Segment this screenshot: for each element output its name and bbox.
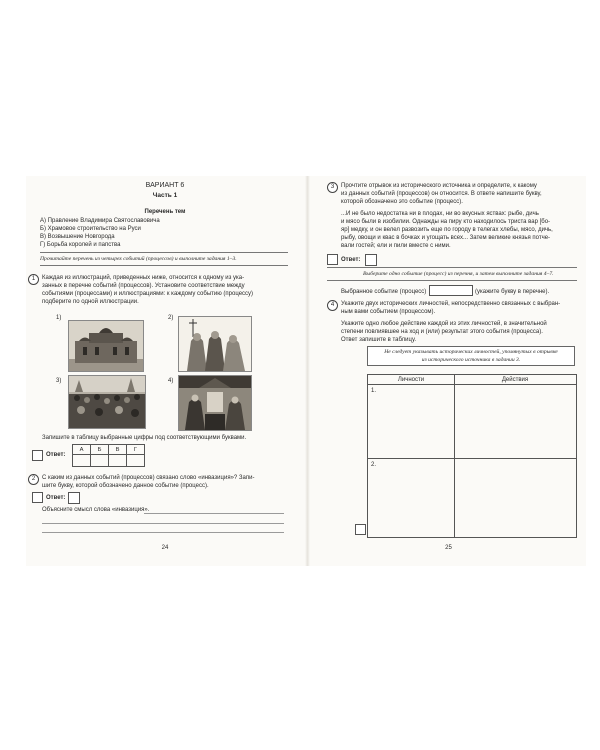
table-header-personalities: Личности (397, 377, 425, 383)
answer-cell[interactable] (91, 455, 109, 467)
variant-title: ВАРИАНТ 6 (145, 182, 185, 189)
q4-text: Укажите двух исторических личностей, непосредственно связанных с выбран- (341, 301, 561, 307)
letter-cell: А (73, 445, 91, 455)
quote-line: вали гостей; ели и пили вместе с ними. (341, 243, 451, 249)
topics-title: Перечень тем (144, 209, 186, 215)
score-box (355, 524, 366, 535)
topic-item: Г) Борьба королей и папства (40, 242, 121, 248)
image-label: 4) (168, 378, 174, 384)
personalities-table (367, 374, 577, 538)
quote-line: рыбу, овощи и квас в бочках и угощать всех... Затем великие князья потче- (341, 235, 551, 241)
q2-text: шите букву, которой обозначено данное событие (процесс). (42, 483, 209, 489)
image-label: 3) (56, 378, 62, 384)
answer-table (72, 444, 145, 467)
image-label: 2) (168, 315, 174, 321)
book-gutter (305, 176, 310, 566)
answer-cell[interactable] (109, 455, 127, 467)
q2-answer-box[interactable] (68, 492, 80, 504)
writing-line[interactable] (42, 532, 284, 533)
part-title: Часть 1 (152, 192, 178, 199)
crowd-illustration (68, 375, 146, 429)
answer-label: Ответ: (341, 257, 361, 263)
q1-text: событиями (процессами) и иллюстрациями: к каждому событию (процессу) (42, 291, 254, 297)
instruction-text: Прочитайте перечень из четырех событий (процессов) и выполните задания 1–3. (40, 256, 237, 262)
divider (327, 280, 577, 281)
q4-text: степени повлиявшее на ход и (или) результат этого события (процесса). (341, 329, 543, 335)
question-3-badge: 3 (327, 182, 338, 193)
instruction-text: Выберите одно событие (процесс) из перечня, и затем выполните задания 4–7. (363, 271, 554, 277)
quote-line: яр] медку, и он велел развозить еще по городу в телегах хлебы, мясо, дичь, (341, 227, 553, 233)
q4-text: Ответ запишите в таблицу. (341, 337, 417, 343)
question-1-badge: 1 (28, 274, 39, 285)
divider (327, 267, 577, 268)
chosen-event-hint: (укажите букву в перечне). (475, 289, 550, 295)
page-number: 24 (161, 545, 169, 551)
letter-cell: Б (91, 445, 109, 455)
quote-line: и мясо были в изобилии. Однажды на пиру кто находилось триста вар [бо- (341, 219, 551, 225)
left-page (26, 176, 304, 566)
q4-text: Укажите одно любое действие каждой из этих личностей, в значительной (341, 321, 547, 327)
q1-text: Каждая из иллюстраций, приведенных ниже, относится к одному из ука- (42, 275, 245, 281)
note-text: Не следует указывать исторических личностей, упомянутых в отрывке (384, 349, 558, 355)
q1-text: подберите по одной иллюстрации. (42, 299, 139, 305)
q3-text: которой обозначено это событие (процесс). (341, 199, 463, 205)
letter-cell: В (109, 445, 127, 455)
topic-item: А) Правление Владимира Святославовича (40, 218, 160, 224)
score-box (32, 492, 43, 503)
answer-label: Ответ: (46, 495, 66, 501)
table-row-rule (368, 458, 576, 459)
writing-line[interactable] (144, 513, 284, 514)
topic-item: Б) Храмовое строительство на Руси (40, 226, 141, 232)
writing-line[interactable] (42, 523, 284, 524)
procession-illustration (178, 316, 252, 372)
right-page (311, 176, 586, 566)
table-column-rule (454, 375, 455, 537)
letter-cell: Г (127, 445, 145, 455)
image-label: 1) (56, 315, 62, 321)
score-box (327, 254, 338, 265)
page-number: 25 (445, 545, 452, 551)
q2-text: С каким из данных событий (процессов) связано слово «инвазиция»? Запи- (42, 475, 255, 481)
note-box (367, 346, 575, 366)
book-spread (26, 176, 586, 566)
divider (40, 252, 288, 253)
topic-item: В) Возвышение Новгорода (40, 234, 115, 240)
ceremony-illustration (178, 375, 252, 431)
q3-text: Прочтите отрывок из исторического источника и определите, к какому (341, 183, 537, 189)
question-2-badge: 2 (28, 474, 39, 485)
q1-table-instruction: Запишите в таблицу выбранные цифры под соответствующими буквами. (42, 435, 247, 441)
question-4-badge: 4 (327, 300, 338, 311)
chosen-event-label: Выбранное событие (процесс) (341, 289, 427, 295)
divider (40, 265, 288, 266)
answer-cell[interactable] (73, 455, 91, 467)
note-text: из исторического источника в задании 3. (421, 357, 521, 363)
table-header-actions: Действия (501, 377, 529, 383)
q3-answer-box[interactable] (365, 254, 377, 266)
church-illustration (68, 320, 144, 372)
q1-text: занных в перечне событий (процессов). Установите соответствие между (42, 283, 245, 289)
row-label: 2. (371, 462, 377, 468)
answer-cell[interactable] (127, 455, 145, 467)
q4-text: ным вами событием (процессом). (341, 309, 436, 315)
q3-text: из данных событий (процессов) он относится. В ответе напишите букву, (341, 191, 542, 197)
score-box (32, 450, 43, 461)
table-header-rule (368, 384, 576, 385)
row-label: 1. (371, 388, 377, 394)
quote-line: ...И не было недостатка ни в плодах, ни во вкусных яствах: рыбе, дичь (341, 211, 539, 217)
answer-label: Ответ: (46, 452, 66, 458)
q2-explain: Объясните смысл слова «инвазиция». (42, 507, 150, 513)
chosen-event-box[interactable] (429, 285, 473, 296)
